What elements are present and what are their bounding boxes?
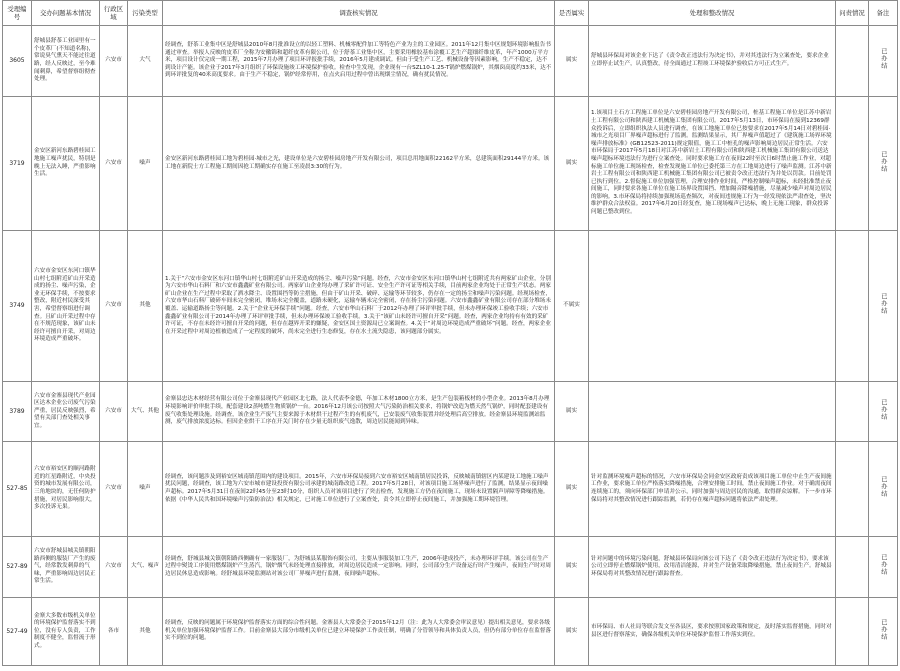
row-region: 六安市 bbox=[100, 537, 128, 598]
header-handling: 处理和整改情况 bbox=[589, 1, 836, 26]
row-accountability bbox=[836, 97, 869, 231]
row-type: 噪声 bbox=[128, 97, 163, 231]
row-remark bbox=[869, 26, 898, 97]
row-issue: 六安市裕安区的顺河路附近的红星路附近，中央投资的城市发展有限公司，三角地块的，无任何防护措施，对居民影响很大，多次投诉无果。 bbox=[32, 442, 100, 537]
row-type: 其他 bbox=[128, 231, 163, 382]
row-region: 六安市 bbox=[100, 97, 128, 231]
table-row bbox=[3, 26, 898, 97]
row-region: 六安市 bbox=[100, 26, 128, 97]
petition-table bbox=[2, 0, 898, 666]
header-investigation: 调查核实情况 bbox=[163, 1, 555, 26]
row-remark bbox=[869, 537, 898, 598]
table-row bbox=[3, 598, 898, 666]
row-accountability bbox=[836, 537, 869, 598]
row-verified: 不属实 bbox=[555, 231, 589, 382]
table-row bbox=[3, 537, 898, 598]
row-verified: 属实 bbox=[555, 442, 589, 537]
header-region: 行政区域 bbox=[100, 1, 128, 26]
row-region: 六安市 bbox=[100, 231, 128, 382]
header-accountability: 问责情况 bbox=[836, 1, 869, 26]
row-type: 大气、其他 bbox=[128, 382, 163, 442]
header-row bbox=[3, 1, 898, 26]
row-investigation: 经调查，舒城县城关镇朝阳路西侧确有一家服装厂，为舒城县某服饰有限公司，主要从事服装加工生产，2006年建成投产，未办理环评手续。该公司在生产过程中熨烫工序使用燃煤锅炉产生蒸汽，锅炉烟气未经处理直接排放，对周边居民造成一定影响。同时，公司部分生产设备运行时产生噪声，夜间生产时对周边居民休息造成影响。经舒城县环境监测站对该公司厂界噪声进行监测，夜间噪声超标。 bbox=[163, 537, 555, 598]
row-verified: 属实 bbox=[555, 537, 589, 598]
remark-text: 已办结 bbox=[879, 398, 887, 421]
row-region: 六安市 bbox=[100, 442, 128, 537]
row-handling bbox=[589, 231, 836, 382]
row-id: 3789 bbox=[3, 382, 32, 442]
remark-text: 已办结 bbox=[879, 293, 887, 315]
table-row bbox=[3, 442, 898, 537]
row-id: 527-49 bbox=[3, 598, 32, 666]
row-accountability bbox=[836, 231, 869, 382]
row-issue: 舒城县舒茶工业园里有一个皮革厂(不知道名称)，常说臭气熏天不能过往道路，经人反映过，至今难闻刺鼻，希望督察组彻查处理。 bbox=[32, 26, 100, 97]
row-id: 527-85 bbox=[3, 442, 32, 537]
row-issue: 金安区新河东路碧桂园工地施工噪声扰民，特别是晚上无法入睡，严重影响生活。 bbox=[32, 97, 100, 231]
header-type: 污染类型 bbox=[128, 1, 163, 26]
row-investigation: 金寨县忠达木材经营有限公司位于金寨县现代产业园区北七路，法人代表李金德，年加工木材1800立方米，是生产包装箱板材的小型企业。2013年8月办理环境影响评价审批手续，配套建设2蒸吨燃生物质锅炉一台。2016年12月该公司按照大气污染防治相关要求，将锅炉改造为燃天然气锅炉，同时配套建设有废气收集处理设施。经调查，该企业生产废气主要来源于木材烘干过程产生的有机废气，已安装废气收集装置并经处理后高空排放。经金寨县环境监测站监测，废气排放浓度达标。但因企业烘干工序在开关门时存在少量无组织废气逸散，周边居民能闻到异味。 bbox=[163, 382, 555, 442]
row-accountability bbox=[836, 598, 869, 666]
remark-text: 已办结 bbox=[879, 554, 887, 576]
row-issue: 六安市金安区东河口镇华山村七组附近矿山开采造成的扬尘、噪声污染，企业无环保手续，不按要求整改，附近村民深受其害，希望督察组进行调查。且矿山开采过程中存在不规范现象，该矿山未经许可擅自开采，对周边环境造成严重破坏。 bbox=[32, 231, 100, 382]
row-type: 噪声 bbox=[128, 442, 163, 537]
row-verified: 属实 bbox=[555, 598, 589, 666]
table-row bbox=[3, 231, 898, 382]
remark-text: 已办结 bbox=[879, 48, 887, 70]
row-id: 3605 bbox=[3, 26, 32, 97]
row-handling: 1.该项目土石方工程施工单位是六安碧桂园房地产开发有限公司，桩基工程施工单位是江苏中新岩土工程有限公司和陕西建工机械施工集团有限公司。2017年5月13日，市环保局在接到12369群众投诉后，立即组织执法人员进行调查，在该工地施工单位已按要求在2017年5月14日对碧桂园·城市之光项目厂界噪声超标进行了监测。监测结果显示，其厂界噪声值超过了《建筑施工场界环境噪声排放标准》(GB12523-2011)规定限值，施工工中桩孔的噪声影响周边居民正常生活。六安市环保局于2017年5月18日对江苏中新岩土工程有限公司和陕西建工机械施工集团有限公司送达噪声超标环境违法行为进行立案查处。同时要求施工方在夜间22时至次日6时禁止施工作业，对超标施工单位施工现场检查，检查发现施工单位已委托第三方在工地周边进行了噪声监测。江苏中新岩土工程有限公司和陕西建工机械施工集团有限公司已被责令改正违法行为并处以罚款。目前处罚已执行到位。2.督促施工单位加强管理，合理安排作业时间，严格控制噪声超标，未经批准禁止夜间施工，同时要求各施工单位在施工场界设置围挡、增加隔音降噪措施，尽量减少噪声对周边居民的影响。3.市环保局将持续加强现场巡查频次，对夜间违规施工行为一经发现依法严肃查处，坚决维护群众合法权益。2017年6月20日经复查，施工现场噪声已达标，晚上无施工现象，群众投诉问题已整改到位。 bbox=[589, 97, 836, 231]
row-issue: 六安市舒城县城关镇朝阳路西侧的服装厂产生的废气，经常散发刺鼻的气味，严重影响周边居民正常生活。 bbox=[32, 537, 100, 598]
row-handling: 针对监测环境噪声超标的情况，六安市环保局会同金安区政府责成该项目施工单位中止生产夜间施工作业，要求施工单位严格落实降噪措施，合理安排施工时间，禁止夜间施工作业。对于确需夜间连续施工的，须向环保部门申请并公示，同时加强与周边居民的沟通，取得群众谅解。下一步市环保局将对其整改情况进行跟踪监测，若仍存在噪声超标问题将依法严肃处理。 bbox=[589, 442, 836, 537]
header-id: 受理编号 bbox=[3, 1, 32, 26]
row-remark bbox=[869, 442, 898, 537]
row-remark bbox=[869, 382, 898, 442]
header-issue: 交办问题基本情况 bbox=[32, 1, 100, 26]
row-investigation: 金安区新河东路碧桂园工地为碧桂园·城市之光，建设单位是六安碧桂园房地产开发有限公司，项目总用地面积22162平方米，总建筑面积29144平方米。该工地在新院士方工程施工期间因抢工期确实存在施工至凌晨3:30的行为。 bbox=[163, 97, 555, 231]
table-row bbox=[3, 97, 898, 231]
remark-text: 已办结 bbox=[879, 618, 887, 641]
row-type: 其他 bbox=[128, 598, 163, 666]
row-investigation: 经调查，该问题涉及到裕安区城南镇范围内的建设项目。2015年，六安市环保局接到六安市裕安区城南镇居民投诉，反映城南镇辖区内某建设工地施工噪声扰民问题，经调查，该工地为六安市城市建设投资有限公司承建的城南路改造工程。2017年5月28日，对该项目施工场界噪声进行了监测，结果显示夜间噪声超标。2017年5月31日在夜间22时45分至23时10分，组织人员对该项目进行了突击检查，发现施工方仍在夜间施工，现场未设置隔声屏障等降噪措施。依据《中华人民共和国环境噪声污染防治法》相关规定，已对施工单位进行了立案查处，责令其立即停止夜间施工，并加强施工期环境管理。 bbox=[163, 442, 555, 537]
row-investigation: 经调查，反映的问题属于环境保护监督落实方面的综合性问题。金寨县人大常委会于2015年12月（注：此为人大常委会审议意见）提出相关意见，要求各级机关单位加强环境保护监督工作。目前金寨县大部分市级机关单位已建立环境保护工作责任制，明确了分管领导和具体负责人员，但仍有部分单位存在监督落实不到位的问题。 bbox=[163, 598, 555, 666]
header-verified: 是否属实 bbox=[555, 1, 589, 26]
row-handling: 市环保局、市人社局等联合发文至各县区，要求按照国家政策和规定，及时落实监督措施，同时对县区进行督察落实，确保各级机关单位环境保护监督工作落实到位。 bbox=[589, 598, 836, 666]
row-investigation: 1.关于“六安市金安区东河口镇华山村七组附近矿山开采造成的扬尘、噪声污染”问题。经查，六安市金安区东河口镇华山村七组附近共有两家矿山企业，分别为六安市华山石料厂和六安市鑫鑫矿业有限公司。两家矿山企业均办理了采矿许可证、安全生产许可证等相关手续，目前两家企业均处于正常生产状态。两家矿山企业在生产过程中采取了洒水降尘、设置围挡等防尘措施，但由于矿山开采、破碎、运输等环节较多，仍存在一定的扬尘和噪声污染问题。经现场检查，六安市华山石料厂破碎车间未完全密闭，堆场未完全覆盖，道路未硬化，运输车辆未完全密闭，存在扬尘污染问题。六安市鑫鑫矿业有限公司存在部分堆场未覆盖、运输道路扬尘等问题。2.关于“企业无环保手续”问题。经查，六安市华山石料厂于2012年办理了环评审批手续，但未办理环保竣工验收手续；六安市鑫鑫矿业有限公司于2014年办理了环评审批手续，但未办理环保竣工验收手续。3.关于“该矿山未经许可擅自开采”问题。经查，两家企业均持有有效的采矿许可证，不存在未经许可擅自开采的问题，但存在越界开采的嫌疑，金安区国土资源局已立案调查。4.关于“对周边环境造成严重破坏”问题。经查，两家企业在开采过程中对周边植被造成了一定程度的破坏，尚未完全进行生态修复，存在水土流失隐患，该问题部分属实。 bbox=[163, 231, 555, 382]
row-accountability bbox=[836, 26, 869, 97]
remark-text: 已办结 bbox=[879, 476, 887, 498]
row-verified: 属实 bbox=[555, 97, 589, 231]
row-remark bbox=[869, 598, 898, 666]
header-remark: 备注 bbox=[869, 1, 898, 26]
row-remark bbox=[869, 97, 898, 231]
row-id: 3719 bbox=[3, 97, 32, 231]
row-id: 527-89 bbox=[3, 537, 32, 598]
row-region: 六安市 bbox=[100, 382, 128, 442]
row-investigation: 经调查，舒茶工业集中区是舒城县2010年8月批准设立的以轻工塑料、机械零配件加工等特色产业为主的工业园区。2011年12月集中区规划环境影响报告书通过审查。举报人反映的皮革厂全称为安徽锦和超纤皮革有限公司，位于舒茶工业集中区，主要采用橡胶基布涂覆工艺生产超细纤维皮革，年产1000万平方米，项目设计仅完成一期工程，2015年7月办理了项目环评报批手续，2016年5月建成调试。但由于受生产工艺、机械设备等因素影响，生产不稳定，达不到设计产能。该企业于2017年3月组织了环保设施竣工环境保护验收。检查中生发现，企业现有一台SZL10-1.25-T锅炉燃煤锅炉，其烟囱高度约33米，达不到环评批复的40米高度要求。由于生产不稳定，锅炉经常停用，在点火启用过程中曾出现烟尘情况，确有扰民情况。 bbox=[163, 26, 555, 97]
row-issue: 金寨大多数市级机关单位的环境保护监督落实不到位，没有专人负责，工作制度不健全，监督流于形式。 bbox=[32, 598, 100, 666]
row-accountability bbox=[836, 382, 869, 442]
row-type: 大气、噪声 bbox=[128, 537, 163, 598]
row-accountability bbox=[836, 442, 869, 537]
row-region: 各市 bbox=[100, 598, 128, 666]
row-issue: 六安市金寨县现代产业园区达木企业公司废气污染严重，居民反映强烈，希望有关部门查处相关事宜。 bbox=[32, 382, 100, 442]
row-handling bbox=[589, 382, 836, 442]
row-type: 大气 bbox=[128, 26, 163, 97]
row-remark bbox=[869, 231, 898, 382]
row-handling: 舒城县环保局对该企业下达了《责令改正违法行为决定书》，并对其违法行为立案查处，要求企业立即停止试生产，认真整改，待全面通过工程竣工环境保护验收后方可正式生产。 bbox=[589, 26, 836, 97]
row-handling: 针对问题中的环境污染问题，舒城县环保局向该公司下达了《责令改正违法行为决定书》，要求该公司立即停止燃煤锅炉使用，改用清洁能源，并对生产设备采取降噪措施，禁止夜间生产。舒城县环保局将对其整改情况进行跟踪督查。 bbox=[589, 537, 836, 598]
row-verified: 属实 bbox=[555, 26, 589, 97]
row-id: 3749 bbox=[3, 231, 32, 382]
table-row bbox=[3, 382, 898, 442]
row-verified: 属实 bbox=[555, 382, 589, 442]
remark-text: 已办结 bbox=[879, 150, 887, 173]
